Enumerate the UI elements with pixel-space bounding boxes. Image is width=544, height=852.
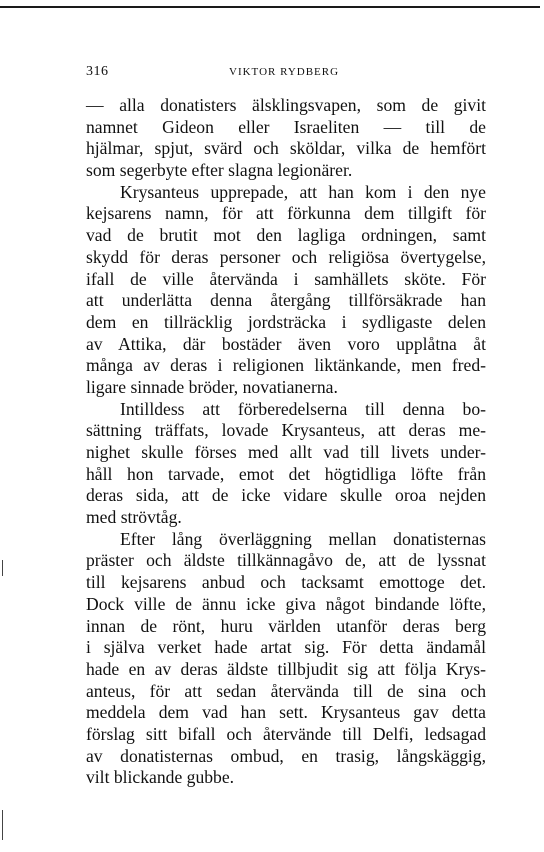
text-line: vilt blickande gubbe. [86, 767, 235, 788]
left-edge-mark [2, 810, 3, 840]
text-line: av Attika, där bostäder även voro upplåtna åt [86, 333, 486, 354]
text-line: många av deras i religionen liktänkande, men fred- [86, 355, 486, 376]
text-line: håll hon tarvade, emot det högtidliga löfte från [86, 463, 486, 484]
text-line: i själva verket hade artat sig. För detta ändamål [86, 637, 486, 658]
text-line: vad de brutit mot den lagliga ordningen, samt [86, 225, 486, 246]
text-line: Efter lång överläggning mellan donatisternas [120, 528, 486, 549]
text-line: förslag sitt bifall och återvände till Delfi, ledsagad [86, 723, 486, 744]
running-head: VIKTOR RYDBERG [229, 66, 340, 78]
text-line: sättning träffats, lovade Krysanteus, att deras me- [86, 420, 486, 441]
text-line: dem en tillräcklig jordsträcka i sydligaste delen [86, 311, 486, 332]
text-line: Dock ville de ännu icke giva något bindande löfte, [86, 593, 486, 614]
body-text [86, 95, 486, 789]
text-line: präster och äldste tillkännagåvo de, att de lyssnat [86, 550, 486, 571]
text-line: deras sida, att de icke vidare skulle oroa nejden [86, 485, 486, 506]
left-edge-mark [2, 560, 3, 576]
text-line: att underlätta denna återgång tillförsäkrade han [86, 290, 486, 311]
text-line: som segerbyte efter slagna legionärer. [86, 160, 353, 181]
text-line: ligare sinnade bröder, novatianerna. [86, 376, 338, 397]
text-line: hjälmar, spjut, svärd och sköldar, vilka de hemfört [86, 138, 486, 159]
page-header [86, 64, 486, 82]
text-line: ifall de ville återvända i samhällets sköte. För [86, 268, 486, 289]
text-line: — alla donatisters älsklingsvapen, som de givit [86, 95, 486, 115]
text-line: hade en av deras äldste tillbjudit sig att följa Krys- [86, 658, 486, 679]
text-line: Intilldess att förberedelserna till denna bo- [120, 398, 486, 419]
text-line: skydd för deras personer och religiösa övertygelse, [86, 246, 486, 267]
text-line: med strövtåg. [86, 507, 182, 528]
text-line: meddela dem vad han sett. Krysanteus gav detta [86, 702, 486, 723]
text-line: innan de rönt, huru världen utanför deras berg [86, 615, 486, 636]
top-rule [0, 6, 540, 8]
text-line: Krysanteus upprepade, att han kom i den nye [120, 181, 486, 202]
page-number: 316 [86, 64, 109, 79]
text-line: anteus, för att sedan återvända till de sina och [86, 680, 486, 701]
text-line: kejsarens namn, för att förkunna dem tillgift för [86, 203, 486, 224]
text-line: till kejsarens anbud och tacksamt emottoge det. [86, 572, 486, 593]
text-line: namnet Gideon eller Israeliten — till de [86, 116, 486, 137]
text-line: nighet skulle förses med allt vad till livets under- [86, 442, 486, 462]
text-line: av donatisternas ombud, en trasig, långskäggig, [86, 745, 486, 766]
